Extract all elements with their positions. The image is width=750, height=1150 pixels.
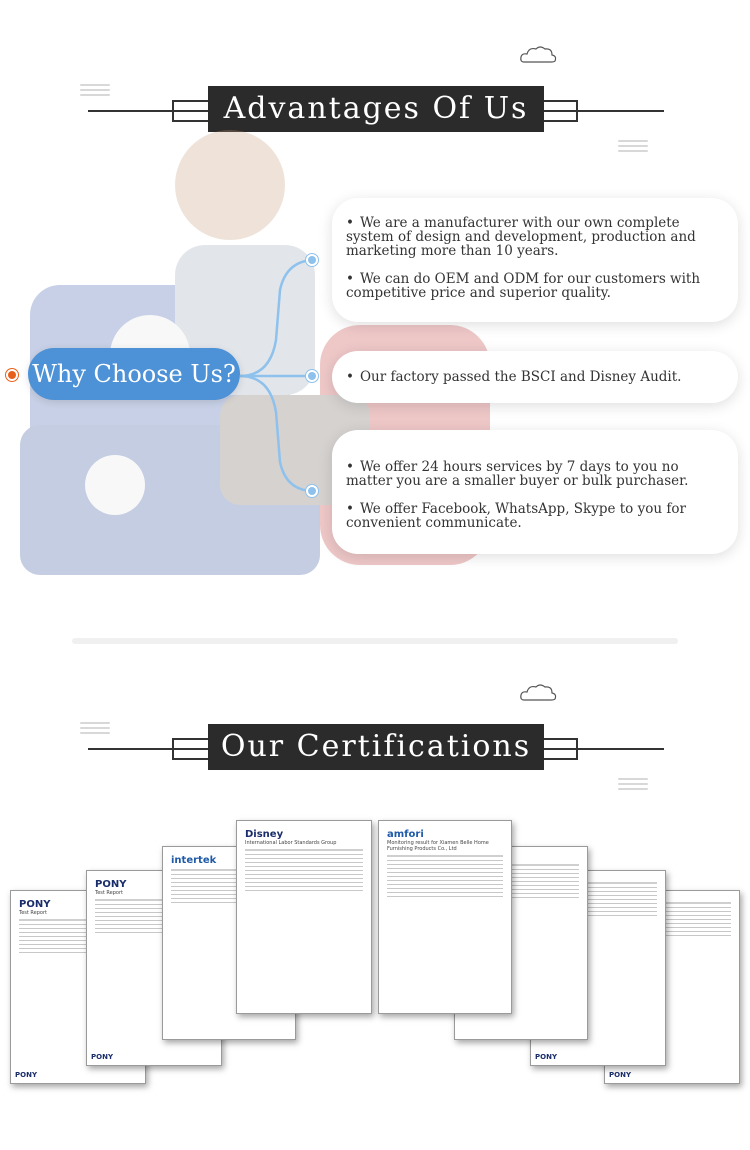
connector-dot: [306, 370, 318, 382]
advantage-card-1: [332, 198, 738, 322]
certificate-document: PONY Test Report PONY: [10, 890, 146, 1084]
advantage-point: • We offer 24 hours services by 7 days to you no matter you are a smaller buyer or bulk purchaser.: [346, 459, 689, 489]
advantage-card-2: [332, 351, 738, 403]
certificates-gallery: [0, 810, 750, 1110]
why-choose-us-label: Why Choose Us?: [28, 348, 240, 400]
cloud-icon: [518, 682, 558, 704]
certificate-document: PONY Test Report PONY: [86, 870, 222, 1066]
certifications-header: [0, 724, 750, 784]
advantage-point: • We can do OEM and ODM for our customers with competitive price and superior quality.: [346, 271, 701, 301]
connector-dot: [306, 254, 318, 266]
advantage-point: • We offer Facebook, WhatsApp, Skype to you for convenient communicate.: [346, 501, 686, 531]
advantage-point: • Our factory passed the BSCI and Disney Audit.: [346, 369, 682, 385]
certifications-title: Our Certifications: [208, 724, 544, 770]
advantage-card-3: [332, 430, 738, 554]
certificate-document: PONY: [530, 870, 666, 1066]
certificate-document: intertek: [162, 846, 296, 1040]
bullet-dot-orange: [6, 369, 18, 381]
certificate-document: Disney International Labor Standards Group: [236, 820, 372, 1014]
certificate-document: amfori Monitoring result for Xiamen Belle Home Furnishing Products Co., Ltd: [378, 820, 512, 1014]
connector-dot: [306, 485, 318, 497]
certificate-document: PONY: [604, 890, 740, 1084]
advantage-point: • We are a manufacturer with our own complete system of design and development, production and marketing more than 10 years.: [346, 215, 696, 259]
header-bracket-right: [538, 738, 578, 760]
section-divider: [72, 638, 678, 644]
advantages-title: Advantages Of Us: [208, 86, 544, 132]
header-bracket-left: [172, 738, 212, 760]
